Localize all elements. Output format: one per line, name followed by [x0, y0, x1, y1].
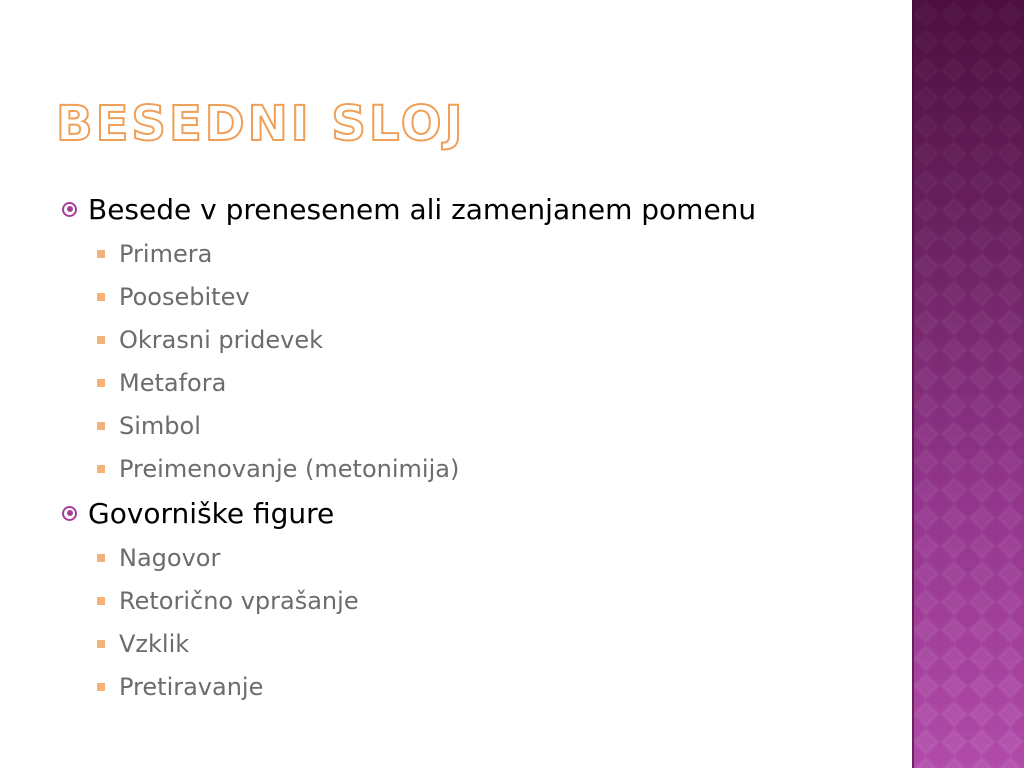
sub-bullet-item: [97, 622, 902, 665]
circled-dot-icon: [62, 506, 77, 521]
square-bullet-icon: [97, 554, 105, 562]
slide-title: BESEDNI SLOJ: [56, 96, 466, 152]
diamond-pattern: [912, 0, 1024, 768]
square-bullet-icon: [97, 379, 105, 387]
square-bullet-icon: [97, 597, 105, 605]
sub-bullet-item: [97, 361, 902, 404]
sub-bullet-text: Primera: [119, 239, 213, 268]
bullet-item: [62, 186, 902, 490]
bullet-row: [62, 186, 902, 232]
slide-content: [62, 186, 902, 708]
square-bullet-icon: [97, 640, 105, 648]
sub-bullet-text: Nagovor: [119, 543, 221, 572]
sub-bullet-item: [97, 404, 902, 447]
sub-bullet-text: Retorično vprašanje: [119, 586, 359, 615]
bullet-text: Besede v prenesenem ali zamenjanem pomenu: [88, 192, 757, 226]
sub-bullet-list: [62, 536, 902, 708]
sub-bullet-text: Okrasni pridevek: [119, 325, 324, 354]
sub-bullet-text: Pretiravanje: [119, 672, 264, 701]
bullet-list: [62, 186, 902, 708]
sub-bullet-item: [97, 318, 902, 361]
sub-bullet-text: Metafora: [119, 368, 227, 397]
bullet-item: [62, 490, 902, 708]
sub-bullet-text: Simbol: [119, 411, 201, 440]
circled-dot-icon: [62, 202, 77, 217]
sub-bullet-item: [97, 665, 902, 708]
decorative-side-panel: [912, 0, 1024, 768]
sub-bullet-text: Vzklik: [119, 629, 190, 658]
sub-bullet-text: Poosebitev: [119, 282, 250, 311]
sub-bullet-item: [97, 447, 902, 490]
side-panel-edge: [912, 0, 914, 768]
sub-bullet-text: Preimenovanje (metonimija): [119, 454, 460, 483]
sub-bullet-item: [97, 579, 902, 622]
bullet-text: Govorniške figure: [88, 496, 335, 530]
sub-bullet-list: [62, 232, 902, 490]
square-bullet-icon: [97, 293, 105, 301]
sub-bullet-item: [97, 232, 902, 275]
square-bullet-icon: [97, 422, 105, 430]
square-bullet-icon: [97, 250, 105, 258]
sub-bullet-item: [97, 536, 902, 579]
square-bullet-icon: [97, 683, 105, 691]
square-bullet-icon: [97, 336, 105, 344]
bullet-row: [62, 490, 902, 536]
square-bullet-icon: [97, 465, 105, 473]
sub-bullet-item: [97, 275, 902, 318]
